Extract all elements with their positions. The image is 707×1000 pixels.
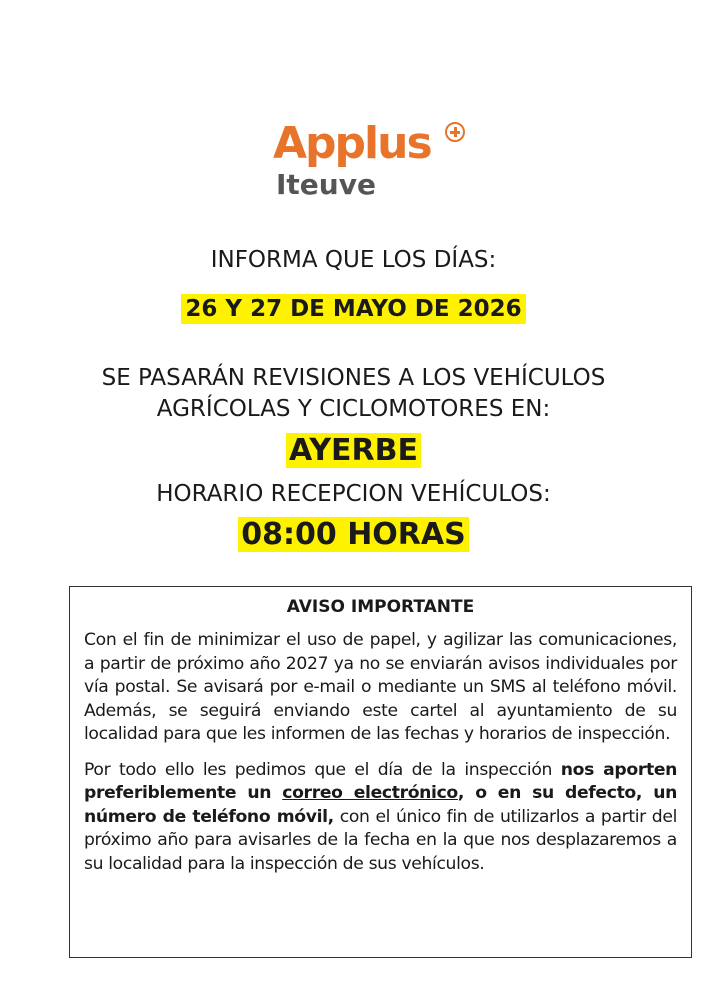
location-highlight: AYERBE [286, 433, 421, 468]
p2-email-underlined: correo electrónico [282, 783, 458, 803]
time-line [0, 517, 707, 552]
p2-bold-phone: , o en su defecto, un número de teléfono móvil, [84, 783, 677, 827]
aviso-paragraph-1: Con el fin de minimizar el uso de papel, y agilizar las comunicaciones, a partir de próximo año 2027 ya no se enviarán avisos individuales por vía postal. Se avisará por e-mail o mediante un SMS al teléfono móvil. Además, se seguirá enviando este cartel al ayuntamiento de su localidad para que les informen de las fechas y horarios de inspección. [84, 630, 677, 744]
aviso-box [69, 586, 692, 958]
applus-logo [273, 118, 473, 210]
time-highlight: 08:00 HORAS [238, 517, 468, 552]
revisiones-line-1: SE PASARÁN REVISIONES A LOS VEHÍCULOS [101, 365, 606, 391]
revisiones-text [0, 363, 707, 425]
p2-closing: con el único fin de utilizarlos a partir del próximo año para avisarles de la fecha en la que nos desplazaremos a su localidad para la inspección de sus vehículos. [84, 806, 677, 874]
location-line [0, 433, 707, 468]
revisiones-line-2: AGRÍCOLAS Y CICLOMOTORES EN: [156, 396, 551, 422]
p2-intro: Por todo ello les pedimos que el día de la inspección [84, 759, 561, 780]
dates-highlight: 26 Y 27 DE MAYO DE 2026 [181, 294, 525, 324]
aviso-title: AVISO IMPORTANTE [286, 597, 475, 617]
horario-heading: HORARIO RECEPCION VEHÍCULOS: [156, 481, 551, 507]
dates-line [0, 296, 707, 322]
p2-bold-request: nos aporten preferiblemente un [84, 759, 678, 803]
plus-circle-icon [445, 122, 465, 142]
logo-brand: Applus [273, 118, 431, 169]
aviso-paragraph-2 [84, 759, 677, 877]
informa-heading: INFORMA QUE LOS DÍAS: [210, 247, 497, 273]
logo-sub: Iteuve [276, 168, 376, 201]
